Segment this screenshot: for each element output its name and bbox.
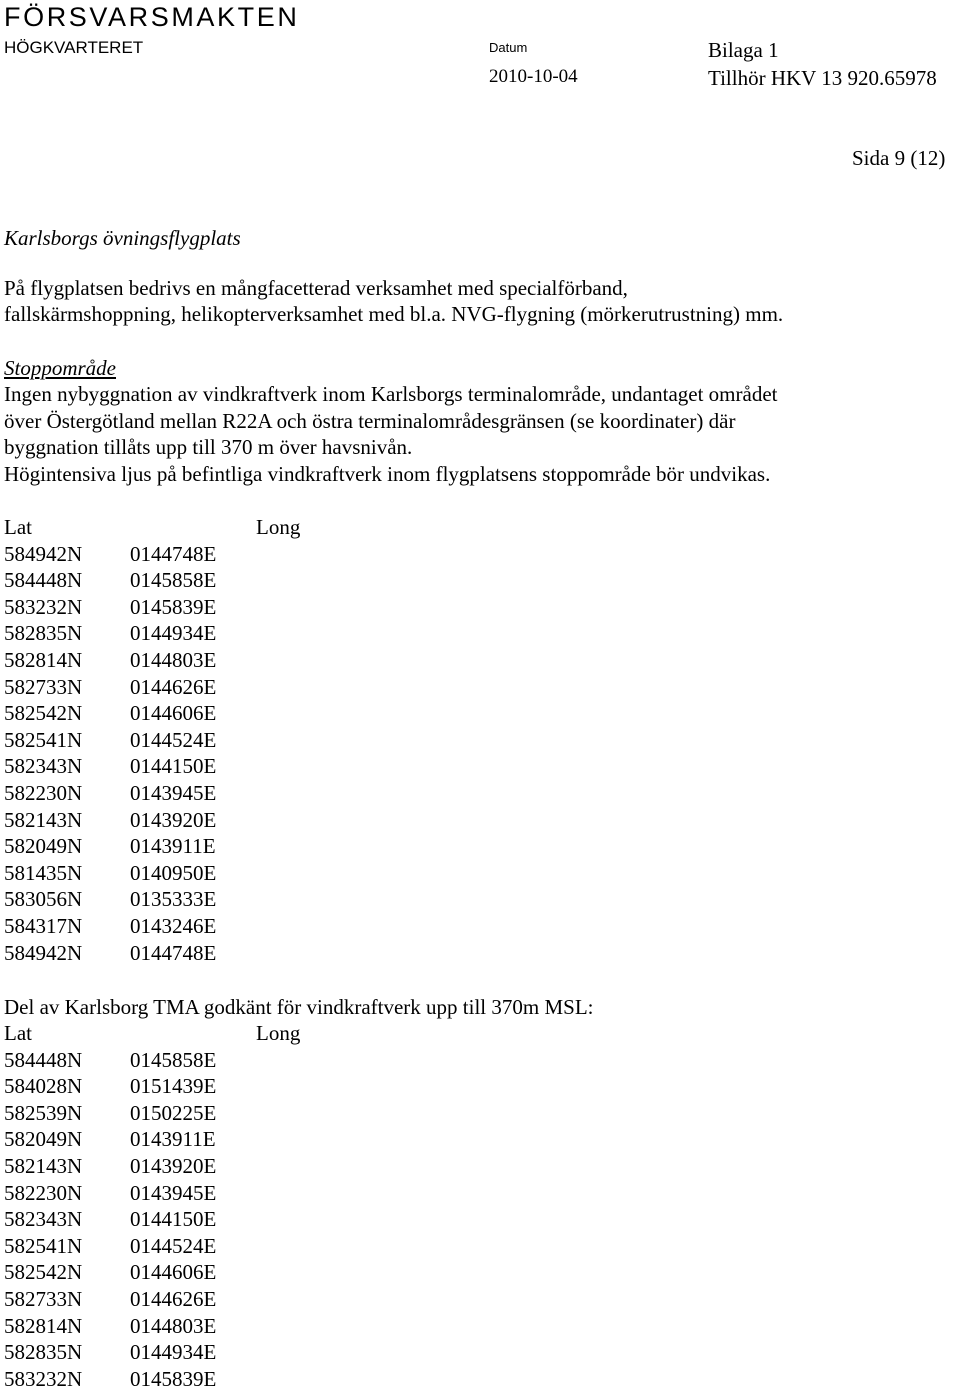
coordinate-row [4, 1207, 324, 1234]
lat-value: 582049N [4, 1127, 83, 1152]
stop-area-line: byggnation tillåts upp till 370 m över havsnivån. [4, 435, 413, 459]
lat-value: 584028N [4, 1074, 83, 1099]
lat-value: 582814N [4, 647, 83, 672]
long-value: 0144626E [130, 1286, 217, 1311]
coordinate-row [4, 1181, 324, 1208]
tma-section-title: Del av Karlsborg TMA godkänt för vindkraftverk upp till 370m MSL: [4, 995, 594, 1019]
long-value: 0145839E [130, 1366, 217, 1391]
coordinate-row [4, 1340, 324, 1367]
coordinate-row [4, 941, 324, 968]
lat-header: Lat [4, 1021, 32, 1045]
long-value: 0145858E [130, 568, 217, 593]
coordinate-row [4, 1154, 324, 1181]
coordinate-row [4, 1101, 324, 1128]
coordinate-row [4, 1367, 324, 1393]
stop-area-heading: Stoppområde [4, 356, 116, 380]
coordinate-row [4, 542, 324, 569]
stop-area-coordinate-table [4, 515, 324, 967]
coordinate-row [4, 1074, 324, 1101]
document-date: 2010-10-04 [489, 66, 578, 87]
lat-value: 582230N [4, 780, 83, 805]
long-value: 0145858E [130, 1047, 217, 1072]
coordinate-row [4, 1260, 324, 1287]
long-value: 0135333E [130, 887, 217, 912]
long-value: 0144934E [130, 621, 217, 646]
lat-value: 582539N [4, 1100, 83, 1125]
coordinate-table-header [4, 515, 324, 542]
lat-value: 582343N [4, 754, 83, 779]
lat-value: 584448N [4, 568, 83, 593]
lat-value: 582542N [4, 701, 83, 726]
tma-coordinate-table [4, 1021, 324, 1393]
lat-value: 582733N [4, 674, 83, 699]
stop-area-line: Ingen nybyggnation av vindkraftverk inom Karlsborgs terminalområde, undantaget området [4, 382, 778, 406]
long-value: 0143911E [130, 1127, 216, 1152]
coordinate-row [4, 1314, 324, 1341]
lat-value: 582814N [4, 1313, 83, 1338]
coordinate-row [4, 568, 324, 595]
lat-value: 582835N [4, 621, 83, 646]
long-value: 0144150E [130, 754, 217, 779]
lat-value: 582733N [4, 1286, 83, 1311]
coordinate-table-header [4, 1021, 324, 1048]
coordinate-row [4, 781, 324, 808]
coordinate-row [4, 1234, 324, 1261]
lat-value: 583232N [4, 1366, 83, 1391]
attachment-label: Bilaga 1 [708, 38, 779, 62]
long-value: 0143920E [130, 807, 217, 832]
section-title: Karlsborgs övningsflygplats [4, 226, 241, 250]
long-header: Long [256, 1021, 301, 1045]
long-value: 0144150E [130, 1207, 217, 1232]
lat-value: 582343N [4, 1207, 83, 1232]
lat-value: 581435N [4, 860, 83, 885]
lat-value: 582541N [4, 727, 83, 752]
coordinate-rows [4, 1048, 324, 1393]
coordinate-row [4, 1287, 324, 1314]
long-value: 0143945E [130, 780, 217, 805]
long-value: 0143945E [130, 1180, 217, 1205]
coordinate-row [4, 1048, 324, 1075]
intro-line: På flygplatsen bedrivs en mångfacetterad verksamhet med specialförband, [4, 276, 628, 300]
long-value: 0144803E [130, 1313, 217, 1338]
organization-name: FÖRSVARSMAKTEN [4, 2, 300, 32]
long-value: 0151439E [130, 1074, 217, 1099]
page-number: Sida 9 (12) [852, 146, 946, 170]
coordinate-row [4, 1127, 324, 1154]
coordinate-row [4, 808, 324, 835]
lat-value: 583056N [4, 887, 83, 912]
long-value: 0144803E [130, 647, 217, 672]
coordinate-row [4, 887, 324, 914]
long-value: 0144748E [130, 940, 217, 965]
long-value: 0144748E [130, 541, 217, 566]
lat-value: 584942N [4, 541, 83, 566]
lat-value: 584448N [4, 1047, 83, 1072]
long-value: 0144524E [130, 727, 217, 752]
long-value: 0143246E [130, 913, 217, 938]
lat-value: 584942N [4, 940, 83, 965]
long-value: 0143920E [130, 1153, 217, 1178]
long-value: 0144606E [130, 1260, 217, 1285]
lat-header: Lat [4, 515, 32, 539]
long-value: 0144606E [130, 701, 217, 726]
coordinate-row [4, 675, 324, 702]
coordinate-rows [4, 542, 324, 968]
stop-area-line: Högintensiva ljus på befintliga vindkraftverk inom flygplatsens stoppområde bör undvikas. [4, 462, 771, 486]
coordinate-row [4, 728, 324, 755]
long-value: 0144524E [130, 1233, 217, 1258]
lat-value: 582143N [4, 1153, 83, 1178]
coordinate-row [4, 861, 324, 888]
long-value: 0144626E [130, 674, 217, 699]
coordinate-row [4, 595, 324, 622]
coordinate-row [4, 621, 324, 648]
department-name: HÖGKVARTERET [4, 38, 144, 57]
lat-value: 582542N [4, 1260, 83, 1285]
document-reference: Tillhör HKV 13 920.65978 [708, 66, 937, 90]
coordinate-row [4, 834, 324, 861]
lat-value: 582835N [4, 1340, 83, 1365]
long-value: 0150225E [130, 1100, 217, 1125]
coordinate-row [4, 701, 324, 728]
coordinate-row [4, 914, 324, 941]
long-value: 0140950E [130, 860, 217, 885]
stop-area-line: över Östergötland mellan R22A och östra terminalområdesgränsen (se koordinater) där [4, 409, 736, 433]
lat-value: 583232N [4, 594, 83, 619]
long-header: Long [256, 515, 301, 539]
long-value: 0144934E [130, 1340, 217, 1365]
date-label: Datum [489, 40, 528, 55]
lat-value: 584317N [4, 913, 83, 938]
coordinate-row [4, 754, 324, 781]
lat-value: 582541N [4, 1233, 83, 1258]
long-value: 0145839E [130, 594, 217, 619]
lat-value: 582143N [4, 807, 83, 832]
lat-value: 582049N [4, 834, 83, 859]
long-value: 0143911E [130, 834, 216, 859]
lat-value: 582230N [4, 1180, 83, 1205]
intro-line: fallskärmshoppning, helikopterverksamhet med bl.a. NVG-flygning (mörkerutrustning) mm. [4, 302, 784, 326]
coordinate-row [4, 648, 324, 675]
